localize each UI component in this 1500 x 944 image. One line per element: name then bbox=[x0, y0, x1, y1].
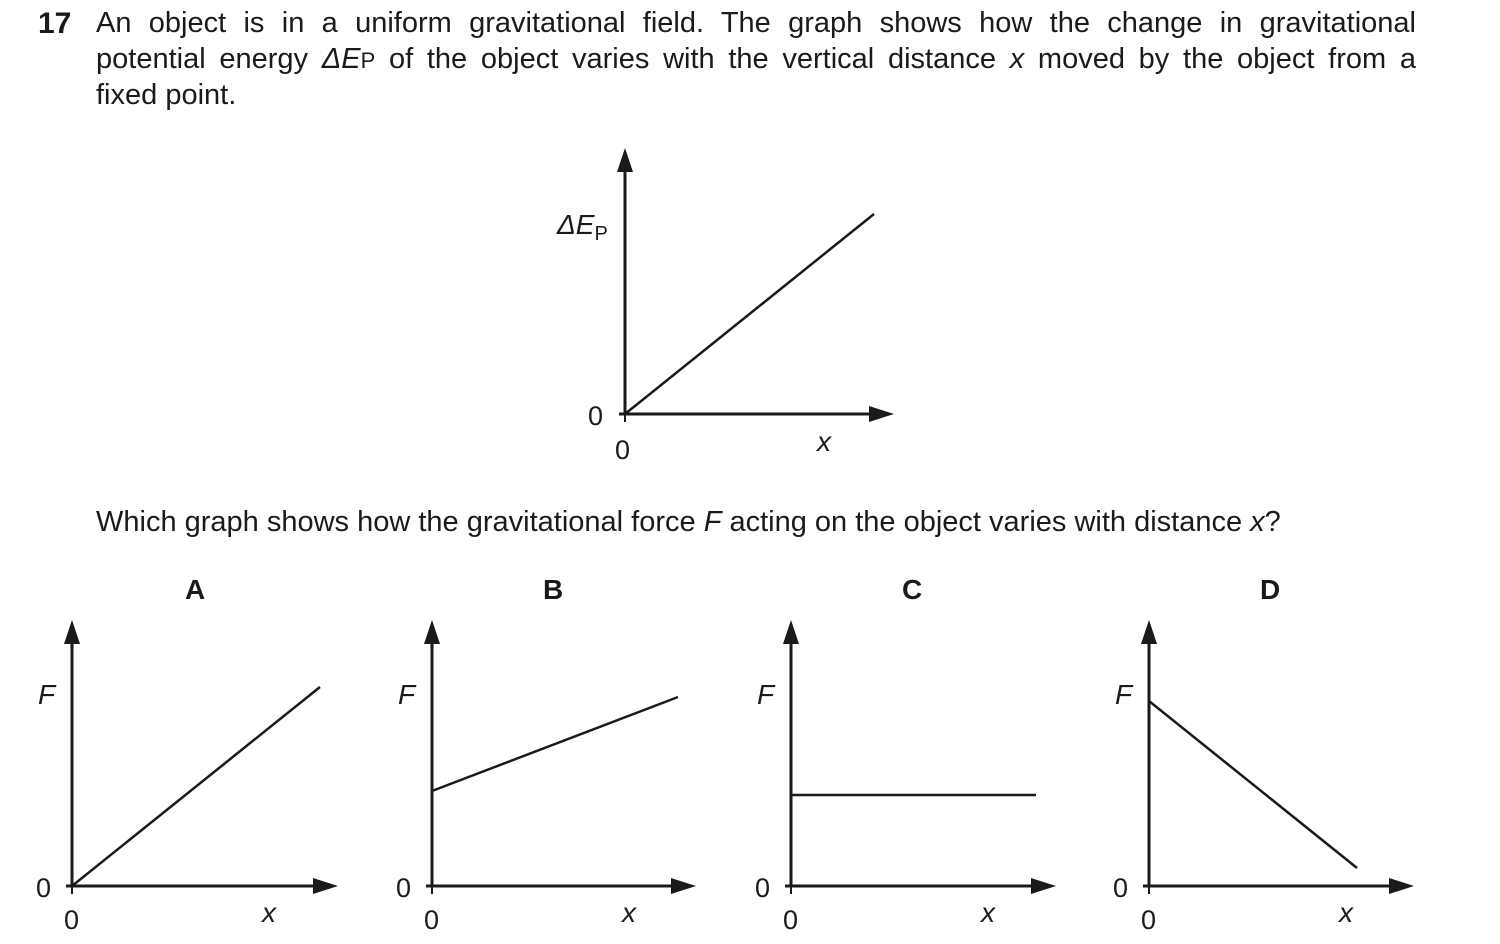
option-graph-c[interactable] bbox=[755, 620, 1056, 935]
stem-text: potential energy bbox=[96, 42, 322, 75]
d-origin-y: 0 bbox=[1113, 873, 1129, 903]
a-origin-x: 0 bbox=[64, 905, 80, 935]
main-data-line bbox=[625, 214, 874, 414]
d-x-arrowhead bbox=[1389, 878, 1414, 894]
question-number: 17 bbox=[38, 7, 72, 40]
a-origin-y: 0 bbox=[36, 873, 52, 903]
stem-text: moved by the object from a bbox=[1024, 42, 1416, 75]
main-x-arrowhead bbox=[869, 406, 894, 422]
main-y-label: $\Delta E_P$ bbox=[557, 209, 608, 245]
main-graph bbox=[556, 148, 894, 465]
a-y-arrowhead bbox=[64, 620, 80, 644]
c-origin-x: 0 bbox=[783, 905, 799, 935]
stem-text: fixed point. bbox=[96, 79, 237, 111]
d-y-label: F bbox=[1115, 679, 1133, 710]
variable-x: x bbox=[1009, 42, 1025, 75]
option-label-d[interactable]: D bbox=[1260, 574, 1281, 605]
stem-text: of the object varies with the vertical distance bbox=[375, 42, 1010, 75]
b-y-arrowhead bbox=[424, 620, 440, 644]
delta-e-text: ΔE bbox=[321, 42, 361, 75]
d-y-arrowhead bbox=[1141, 620, 1157, 644]
origin-ticks bbox=[72, 414, 1149, 894]
prompt-text: ? bbox=[1264, 506, 1281, 538]
d-origin-x: 0 bbox=[1141, 905, 1157, 935]
subscript-p: P bbox=[360, 47, 376, 73]
c-y-arrowhead bbox=[783, 620, 799, 644]
b-data-line bbox=[432, 697, 678, 791]
c-x-label: x bbox=[981, 897, 995, 928]
main-x-label: x bbox=[817, 426, 831, 457]
main-origin-y: 0 bbox=[588, 401, 604, 431]
a-data-line bbox=[72, 687, 320, 886]
option-graph-d[interactable] bbox=[1113, 620, 1414, 935]
a-x-arrowhead bbox=[313, 878, 338, 894]
a-y-label: F bbox=[38, 679, 56, 710]
b-y-label: F bbox=[398, 679, 416, 710]
a-x-label: x bbox=[262, 897, 276, 928]
b-origin-x: 0 bbox=[424, 905, 440, 935]
main-y-arrowhead bbox=[617, 148, 633, 172]
prompt-text: Which graph shows how the gravitational force bbox=[96, 506, 704, 538]
c-y-label: F bbox=[757, 679, 775, 710]
c-x-arrowhead bbox=[1031, 878, 1056, 894]
stem-text: An object is in a uniform gravitational field. The graph shows how the change in gravitational bbox=[96, 7, 1416, 39]
b-origin-y: 0 bbox=[396, 873, 412, 903]
b-x-label: x bbox=[622, 897, 636, 928]
option-label-a[interactable]: A bbox=[185, 574, 206, 605]
option-graph-a[interactable] bbox=[36, 620, 338, 935]
variable-f: F bbox=[703, 506, 722, 538]
b-x-arrowhead bbox=[671, 878, 696, 894]
d-x-label: x bbox=[1339, 897, 1353, 928]
d-data-line bbox=[1149, 701, 1357, 868]
variable-x: x bbox=[1250, 506, 1265, 538]
prompt-text: acting on the object varies with distance bbox=[721, 506, 1251, 538]
option-graph-b[interactable] bbox=[396, 620, 696, 935]
option-label-b[interactable]: B bbox=[543, 574, 564, 605]
main-origin-x: 0 bbox=[615, 435, 631, 465]
option-label-c[interactable]: C bbox=[902, 574, 923, 605]
c-origin-y: 0 bbox=[755, 873, 771, 903]
